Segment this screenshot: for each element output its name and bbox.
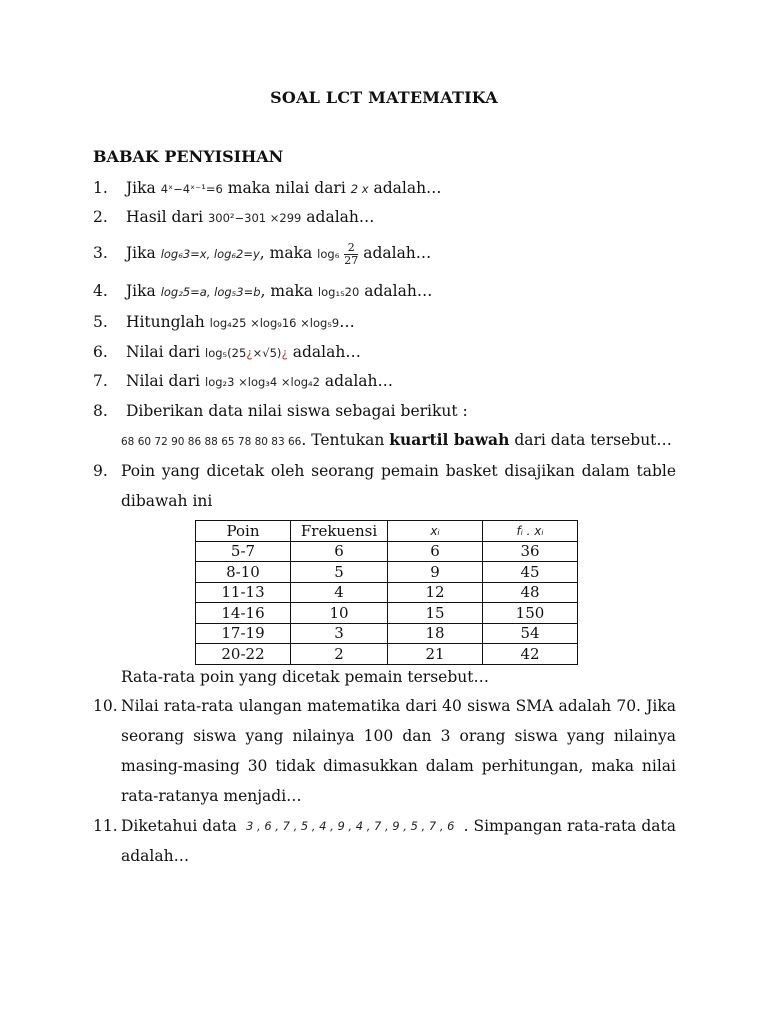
math-expression: log₄25 ×log₉16 ×log₅9 xyxy=(209,316,340,330)
table-cell: 54 xyxy=(483,623,578,644)
table-cell: 6 xyxy=(388,541,483,562)
math-expression: log₂3 ×log₃4 ×log₄2 xyxy=(205,375,320,389)
table-row xyxy=(196,562,578,583)
question-number: 1. xyxy=(93,179,108,197)
table-cell: 48 xyxy=(483,582,578,603)
table-cell: 15 xyxy=(388,603,483,624)
question-11-line-1: Diketahui data 3 , 6 , 7 , 5 , 4 , 9 , 4 , 7 , 9 , 5 , 7 , 6 . Simpangan rata-rata data xyxy=(121,811,676,841)
math-expression: 4ˣ−4ˣ⁻¹=6 xyxy=(160,182,223,196)
table-cell: 5 xyxy=(291,562,388,583)
table-cell: 21 xyxy=(388,644,483,665)
table-row xyxy=(196,582,578,603)
math-expression: log₁₅20 xyxy=(317,285,360,299)
data-values: 68 60 72 90 86 88 65 78 80 83 66 xyxy=(121,436,302,448)
table-cell: 5-7 xyxy=(196,541,291,562)
question-7: 7. Nilai dari log₂3 ×log₃4 ×log₄2 adalah… xyxy=(93,366,393,397)
question-10 xyxy=(93,691,121,721)
table-cell: 4 xyxy=(291,582,388,603)
question-number: 3. xyxy=(93,244,108,262)
question-8-data-line: 68 60 72 90 86 88 65 78 80 83 66. Tentukan kuartil bawah dari data tersebut… xyxy=(121,430,672,449)
table-row xyxy=(196,541,578,562)
header-fixi: fᵢ . xᵢ xyxy=(483,521,578,542)
question-3: 3. Jika log₆3=x, log₆2=y, maka log₆ $\frac{2}{27}$ adalah… xyxy=(93,238,431,269)
question-2: 2. Hasil dari 300²−301 ×299 adalah… xyxy=(93,202,374,233)
question-6: 6. Nilai dari log₅(25¿×√5)¿ adalah… xyxy=(93,337,361,368)
table-row xyxy=(196,603,578,624)
table-cell: 2 xyxy=(291,644,388,665)
table-cell: 14-16 xyxy=(196,603,291,624)
math-expression: log₆3=x, log₆2=y xyxy=(160,247,260,261)
question-8: 8. Diberikan data nilai siswa sebagai berikut : xyxy=(93,396,468,426)
question-number: 9. xyxy=(93,462,108,480)
question-9-text-line-1: Poin yang dicetak oleh seorang pemain basket disajikan dalam table xyxy=(121,462,676,480)
question-4: 4. Jika log₂5=a, log₅3=b, maka log₁₅20 adalah… xyxy=(93,276,432,307)
header-xi: xᵢ xyxy=(388,521,483,542)
question-number: 11. xyxy=(93,817,118,835)
points-table xyxy=(195,520,578,665)
table-cell: 36 xyxy=(483,541,578,562)
data-values: 3 , 6 , 7 , 5 , 4 , 9 , 4 , 7 , 9 , 5 , 7 , 6 xyxy=(246,819,455,833)
header-poin: Poin xyxy=(196,521,291,542)
table-cell: 8-10 xyxy=(196,562,291,583)
question-number: 8. xyxy=(93,402,108,420)
question-9-after: Rata-rata poin yang dicetak pemain tersebut… xyxy=(121,668,489,686)
table-row xyxy=(196,623,578,644)
section-heading: BABAK PENYISIHAN xyxy=(93,147,284,166)
header-frekuensi: Frekuensi xyxy=(291,521,388,542)
table-cell: 20-22 xyxy=(196,644,291,665)
math-expression: log₆ xyxy=(317,247,340,261)
question-number: 10. xyxy=(93,697,118,715)
table-cell: 45 xyxy=(483,562,578,583)
question-1: 1. Jika 4ˣ−4ˣ⁻¹=6 maka nilai dari 2 x adalah… xyxy=(93,173,442,204)
table-header-row xyxy=(196,521,578,542)
question-10-line-1: Nilai rata-rata ulangan matematika dari 40 siswa SMA adalah 70. Jika xyxy=(121,697,676,715)
table-cell: 3 xyxy=(291,623,388,644)
question-number: 2. xyxy=(93,208,108,226)
table-cell: 11-13 xyxy=(196,582,291,603)
question-11 xyxy=(93,811,121,841)
question-number: 6. xyxy=(93,343,108,361)
table-cell: 6 xyxy=(291,541,388,562)
table-cell: 17-19 xyxy=(196,623,291,644)
math-expression: 300²−301 ×299 xyxy=(207,211,302,225)
question-number: 4. xyxy=(93,282,108,300)
question-5: 5. Hitunglah log₄25 ×log₉16 ×log₅9… xyxy=(93,307,355,338)
fraction: $\frac{2}{27}$ xyxy=(344,240,359,267)
table-cell: 42 xyxy=(483,644,578,665)
document-title: SOAL LCT MATEMATIKA xyxy=(270,88,498,107)
question-number: 5. xyxy=(93,313,108,331)
table-cell: 150 xyxy=(483,603,578,624)
table-cell: 10 xyxy=(291,603,388,624)
math-expression: log₅(25¿×√5)¿ xyxy=(205,346,288,360)
math-expression: log₂5=a, log₅3=b xyxy=(160,285,261,299)
question-11-line-2: adalah… xyxy=(121,847,190,865)
table-row xyxy=(196,644,578,665)
table-cell: 9 xyxy=(388,562,483,583)
table-cell: 12 xyxy=(388,582,483,603)
question-number: 7. xyxy=(93,372,108,390)
question-10-line-4: rata-ratanya menjadi… xyxy=(121,787,302,805)
question-9 xyxy=(93,456,121,486)
question-10-line-3: masing-masing 30 tidak dimasukkan dalam perhitungan, maka nilai xyxy=(121,757,676,775)
question-10-line-2: seorang siswa yang nilainya 100 dan 3 orang siswa yang nilainya xyxy=(121,727,676,745)
math-expression: 2 x xyxy=(350,182,369,196)
table-cell: 18 xyxy=(388,623,483,644)
question-9-text-line-2: dibawah ini xyxy=(121,492,213,510)
